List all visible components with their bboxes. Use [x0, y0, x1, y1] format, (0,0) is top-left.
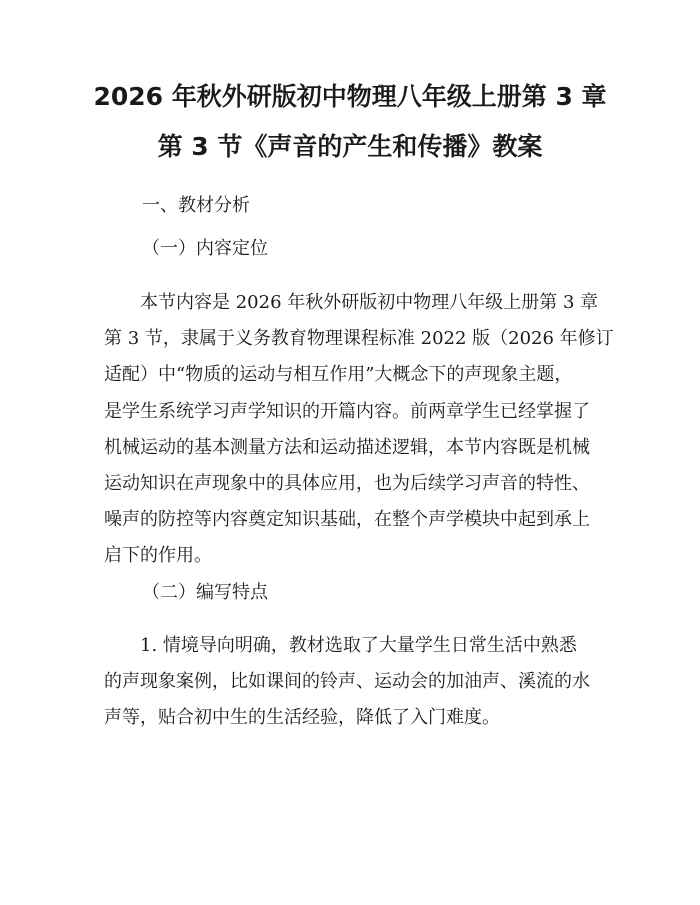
paragraph-content-positioning: [104, 285, 614, 575]
paragraph-line: 的声现象案例，比如课间的铃声、运动会的加油声、溪流的水: [104, 671, 590, 693]
paragraph-line: 本节内容是 2026 年秋外研版初中物理八年级上册第 3 章: [140, 292, 599, 313]
subsection-heading-positioning: （一）内容定位: [142, 238, 268, 259]
paragraph-line: 噪声的防控等内容奠定知识基础，在整个声学模块中起到承上: [104, 509, 590, 531]
subsection-heading-features: （二）编写特点: [142, 582, 268, 603]
paragraph-line: 机械运动的基本测量方法和运动描述逻辑，本节内容既是机械: [104, 436, 590, 458]
paragraph-line: 适配）中“物质的运动与相互作用”大概念下的声现象主题，: [104, 364, 573, 386]
paragraph-line: 运动知识在声现象中的具体应用，也为后续学习声音的特性、: [104, 473, 590, 495]
paragraph-line: 第 3 节，隶属于义务教育物理课程标准 2022 版（2026 年修订: [104, 328, 614, 350]
paragraph-writing-features: [104, 628, 600, 737]
paragraph-line: 声等，贴合初中生的生活经验，降低了入门难度。: [104, 707, 500, 729]
paragraph-line: 是学生系统学习声学知识的开篇内容。前两章学生已经掌握了: [104, 400, 590, 422]
document-title-line-2: 第 3 节《声音的产生和传播》教案: [157, 132, 543, 161]
section-heading-analysis: 一、教材分析: [142, 195, 250, 216]
document-title-line-1: 2026 年秋外研版初中物理八年级上册第 3 章: [93, 82, 607, 111]
paragraph-line: 1. 情境导向明确，教材选取了大量学生日常生活中熟悉: [140, 635, 577, 656]
paragraph-line: 启下的作用。: [104, 545, 212, 567]
